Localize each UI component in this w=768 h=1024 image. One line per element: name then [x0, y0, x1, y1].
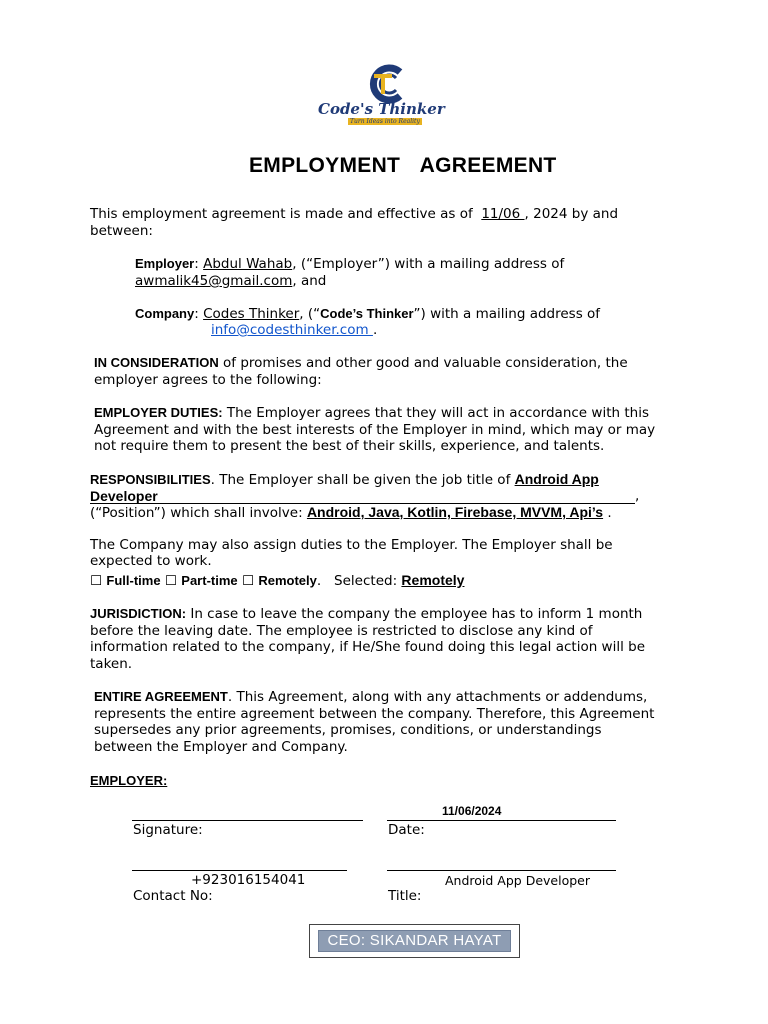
duties-text: The Employer agrees that they will act in accordance with this — [222, 405, 649, 421]
logo-tagline: Turn Ideas into Reality — [350, 118, 420, 125]
option-remotely-label: Remotely — [258, 573, 317, 588]
job-title-comma: , — [635, 488, 640, 504]
company-email-link[interactable] — [135, 322, 373, 338]
jurisdiction-line-2: before the leaving date. The employee is restricted to disclose any kind of — [90, 623, 593, 639]
ceo-stamp: CEO: SIKANDAR HAYAT — [318, 930, 511, 952]
company-desc-a: , (“ — [299, 306, 321, 322]
jurisdiction-label: JURISDICTION: — [90, 606, 187, 621]
assign-line-2: expected to work. — [90, 553, 212, 569]
title-label: Title: — [388, 888, 422, 904]
title-value: Android App Developer — [445, 873, 590, 888]
intro-prefix: This employment agreement is made and effective as of — [90, 206, 478, 222]
date-value: 11/06/2024 — [442, 804, 502, 818]
company-short-name: Code’s Thinker — [320, 306, 414, 321]
company-address-line — [135, 322, 377, 339]
responsibilities-line — [90, 471, 599, 489]
signature-label: Signature: — [133, 822, 203, 838]
entire-agreement-line-2: represents the entire agreement between the company. Therefore, this Agreement — [94, 706, 655, 722]
date-label: Date: — [388, 822, 425, 838]
company-email[interactable]: info@codesthinker.com — [211, 322, 373, 338]
employer-tail: , and — [292, 273, 327, 289]
position-skills: Android, Java, Kotlin, Firebase, MVVM, Api’s — [306, 504, 604, 520]
company-label: Company — [135, 306, 195, 321]
employer-address-line — [135, 273, 326, 290]
logo-name: Code's Thinker — [318, 100, 445, 118]
intro-date: 11/06 — [481, 206, 525, 222]
document-title: EMPLOYMENT AGREEMENT — [249, 154, 557, 177]
checkbox-remotely[interactable]: ☐ — [241, 573, 255, 589]
employer-colon: : — [194, 256, 204, 272]
options-period: . — [316, 573, 322, 589]
consideration-label: IN CONSIDERATION — [94, 355, 219, 370]
intro-suffix: by and — [567, 206, 619, 222]
position-text: (“Position”) which shall involve: — [90, 505, 307, 521]
entire-agreement-label: ENTIRE AGREEMENT — [94, 689, 228, 704]
work-type-options — [90, 572, 464, 590]
company-line — [135, 306, 600, 323]
entire-agreement-line-3: supersedes any prior agreements, promises, conditions, or understandings — [94, 722, 602, 738]
employer-line — [135, 256, 564, 273]
checkbox-part-time[interactable]: ☐ — [164, 573, 177, 589]
consideration-paragraph — [94, 355, 628, 372]
responsibilities-label: RESPONSIBILITIES — [90, 472, 211, 487]
duties-paragraph — [94, 405, 649, 422]
intro-year: , 2024 — [524, 206, 568, 222]
entire-agreement-paragraph — [94, 689, 647, 706]
employer-email[interactable]: awmalik45@gmail.com — [135, 273, 293, 289]
employer-desc: , (“Employer”) with a mailing address of — [292, 256, 565, 272]
job-title-part-1: Android App — [514, 471, 599, 487]
company-logo — [312, 62, 457, 128]
employer-label: Employer — [135, 256, 195, 271]
duties-line-2: Agreement and with the best interests of the Employer in mind, which may or may — [94, 422, 656, 438]
checkbox-full-time[interactable]: ☐ — [90, 573, 103, 589]
jurisdiction-line-4: taken. — [90, 656, 133, 672]
jurisdiction-line-3: information related to the company, if He/She found doing this legal action will be — [90, 639, 646, 655]
intro-paragraph — [90, 206, 618, 223]
ceo-stamp-box — [309, 924, 520, 958]
contact-label: Contact No: — [133, 888, 213, 904]
contact-value: +923016154041 — [191, 872, 306, 888]
selected-label: Selected: — [334, 573, 402, 589]
contact-line[interactable] — [132, 870, 347, 871]
signature-line[interactable] — [132, 820, 363, 821]
employer-name: Abdul Wahab — [203, 256, 293, 272]
position-end: . — [603, 505, 612, 521]
employer-heading: EMPLOYER: — [90, 773, 168, 788]
company-desc-b: ”) with a mailing address of — [413, 306, 601, 322]
consideration-text: of promises and other good and valuable consideration, the — [218, 355, 628, 371]
company-tail: . — [372, 322, 378, 338]
duties-line-3: not require them to present the best of their skills, experience, and talents. — [94, 438, 605, 454]
title-line[interactable] — [387, 870, 616, 871]
duties-label: EMPLOYER DUTIES: — [94, 405, 223, 420]
date-line[interactable] — [387, 820, 616, 821]
selected-value: Remotely — [401, 572, 465, 588]
assign-line-1: The Company may also assign duties to the Employer. The Employer shall be — [90, 537, 613, 553]
entire-agreement-text: . This Agreement, along with any attachments or addendums, — [227, 689, 648, 705]
company-colon: : — [194, 306, 204, 322]
job-title-part-2: Developer — [90, 488, 158, 504]
option-part-time-label: Part-time — [181, 573, 238, 588]
jurisdiction-text: In case to leave the company the employee has to inform 1 month — [186, 606, 643, 622]
intro-between: between: — [90, 223, 153, 239]
position-line — [90, 504, 612, 522]
company-name: Codes Thinker — [203, 306, 300, 322]
consideration-line-2: employer agrees to the following: — [94, 372, 322, 388]
entire-agreement-line-4: between the Employer and Company. — [94, 739, 348, 755]
responsibilities-text: . The Employer shall be given the job title of — [210, 472, 515, 488]
option-full-time-label: Full-time — [106, 573, 161, 588]
jurisdiction-paragraph — [90, 606, 642, 623]
